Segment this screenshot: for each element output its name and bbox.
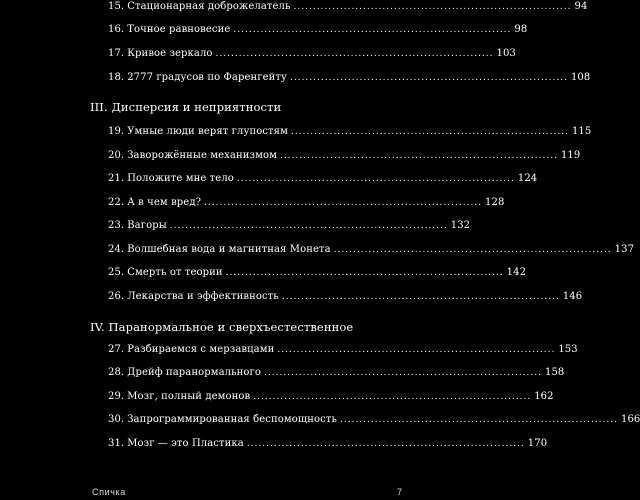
leader-dots: ........................................................................ (333, 245, 612, 255)
leader-dots: ........................................................................ (215, 49, 494, 59)
entry-title: 2777 градусов по Фаренгейту (127, 72, 287, 83)
toc-entry (108, 126, 592, 137)
entry-number: 27. (108, 344, 125, 355)
toc-entry (108, 367, 565, 378)
entry-title: Мозг, полный демонов (127, 391, 251, 402)
entry-number: 30. (108, 414, 125, 425)
toc-entry (108, 414, 640, 425)
entry-title: Кривое зеркало (127, 48, 213, 59)
entry-title: Дрейф паранормального (127, 367, 261, 378)
toc-entry (108, 438, 548, 449)
entry-title: Положите мне тело (127, 173, 234, 184)
entry-title: А в чем вред? (127, 197, 202, 208)
entry-number: 20. (108, 150, 125, 161)
entry-title: Вагоры (127, 220, 167, 231)
entry-title: Смерть от теории (127, 267, 223, 278)
leader-dots: ........................................................................ (264, 368, 542, 378)
entry-title: Мозг — это Пластика (127, 438, 244, 449)
entry-page: 94 (574, 1, 588, 12)
leader-dots: ........................................................................ (290, 127, 569, 137)
toc-entry (108, 150, 581, 161)
entry-page: 115 (571, 126, 592, 137)
entry-number: 21. (108, 173, 125, 184)
toc-entry (108, 24, 528, 35)
leader-dots: ........................................................................ (277, 345, 556, 355)
entry-number: 31. (108, 438, 125, 449)
toc-entry (108, 72, 591, 83)
toc-entry (108, 220, 471, 231)
toc-entry (108, 391, 554, 402)
entry-page: 128 (485, 197, 505, 208)
entry-number: 16. (108, 24, 125, 35)
entry-title: Запрограммированная беспомощность (127, 414, 337, 425)
leader-dots: ........................................................................ (233, 25, 512, 35)
toc-entry (108, 244, 635, 255)
entry-title: Разбираемся с мерзавцами (127, 344, 275, 355)
entry-page: 142 (506, 267, 527, 278)
leader-dots: ........................................................................ (236, 174, 515, 184)
leader-dots: ........................................................................ (253, 392, 532, 402)
leader-dots: ........................................................................ (340, 415, 618, 425)
leader-dots: ........................................................................ (293, 2, 572, 12)
entry-title: Заворожённые механизмом (127, 150, 277, 161)
leader-dots: ........................................................................ (169, 221, 448, 231)
entry-title: Волшебная вода и магнитная Монета (127, 244, 331, 255)
toc-entry (108, 291, 583, 302)
leader-dots: ........................................................................ (225, 268, 504, 278)
entry-page: 153 (558, 344, 578, 355)
entry-page: 103 (496, 48, 516, 59)
entry-number: 25. (108, 267, 125, 278)
toc-entry (108, 1, 588, 12)
entry-number: 22. (108, 197, 125, 208)
entry-page: 119 (560, 150, 581, 161)
entry-number: 26. (108, 291, 125, 302)
entry-page: 162 (534, 391, 554, 402)
toc-entry (108, 197, 505, 208)
toc-entry (108, 48, 516, 59)
entry-number: 19. (108, 126, 125, 137)
footer-page-number: 7 (397, 487, 403, 497)
entry-title: Стационарная доброжелатель (127, 1, 291, 12)
leader-dots: ........................................................................ (289, 73, 568, 83)
section-heading: IV. Паранормальное и сверхъестественное (90, 320, 354, 334)
entry-number: 29. (108, 391, 125, 402)
entry-page: 166 (620, 414, 640, 425)
entry-page: 124 (517, 173, 538, 184)
leader-dots: ........................................................................ (281, 292, 560, 302)
toc-entry (108, 267, 527, 278)
entry-page: 170 (527, 438, 548, 449)
footer-label: Спичка (92, 487, 126, 497)
entry-number: 17. (108, 48, 125, 59)
leader-dots: ........................................................................ (246, 439, 525, 449)
toc-entry (108, 173, 538, 184)
entry-title: Умные люди верят глупостям (127, 126, 288, 137)
entry-title: Точное равновесие (127, 24, 231, 35)
entry-page: 137 (614, 244, 635, 255)
entry-number: 28. (108, 367, 125, 378)
entry-page: 158 (544, 367, 565, 378)
section-heading: III. Дисперсия и неприятности (90, 100, 282, 114)
entry-number: 18. (108, 72, 125, 83)
entry-number: 15. (108, 1, 125, 12)
leader-dots: ........................................................................ (279, 151, 558, 161)
entry-title: Лекарства и эффективность (127, 291, 279, 302)
entry-page: 132 (450, 220, 471, 231)
entry-number: 23. (108, 220, 125, 231)
leader-dots: ........................................................................ (204, 198, 483, 208)
entry-page: 146 (562, 291, 583, 302)
toc-entry (108, 344, 578, 355)
entry-page: 108 (570, 72, 591, 83)
entry-page: 98 (514, 24, 528, 35)
entry-number: 24. (108, 244, 125, 255)
